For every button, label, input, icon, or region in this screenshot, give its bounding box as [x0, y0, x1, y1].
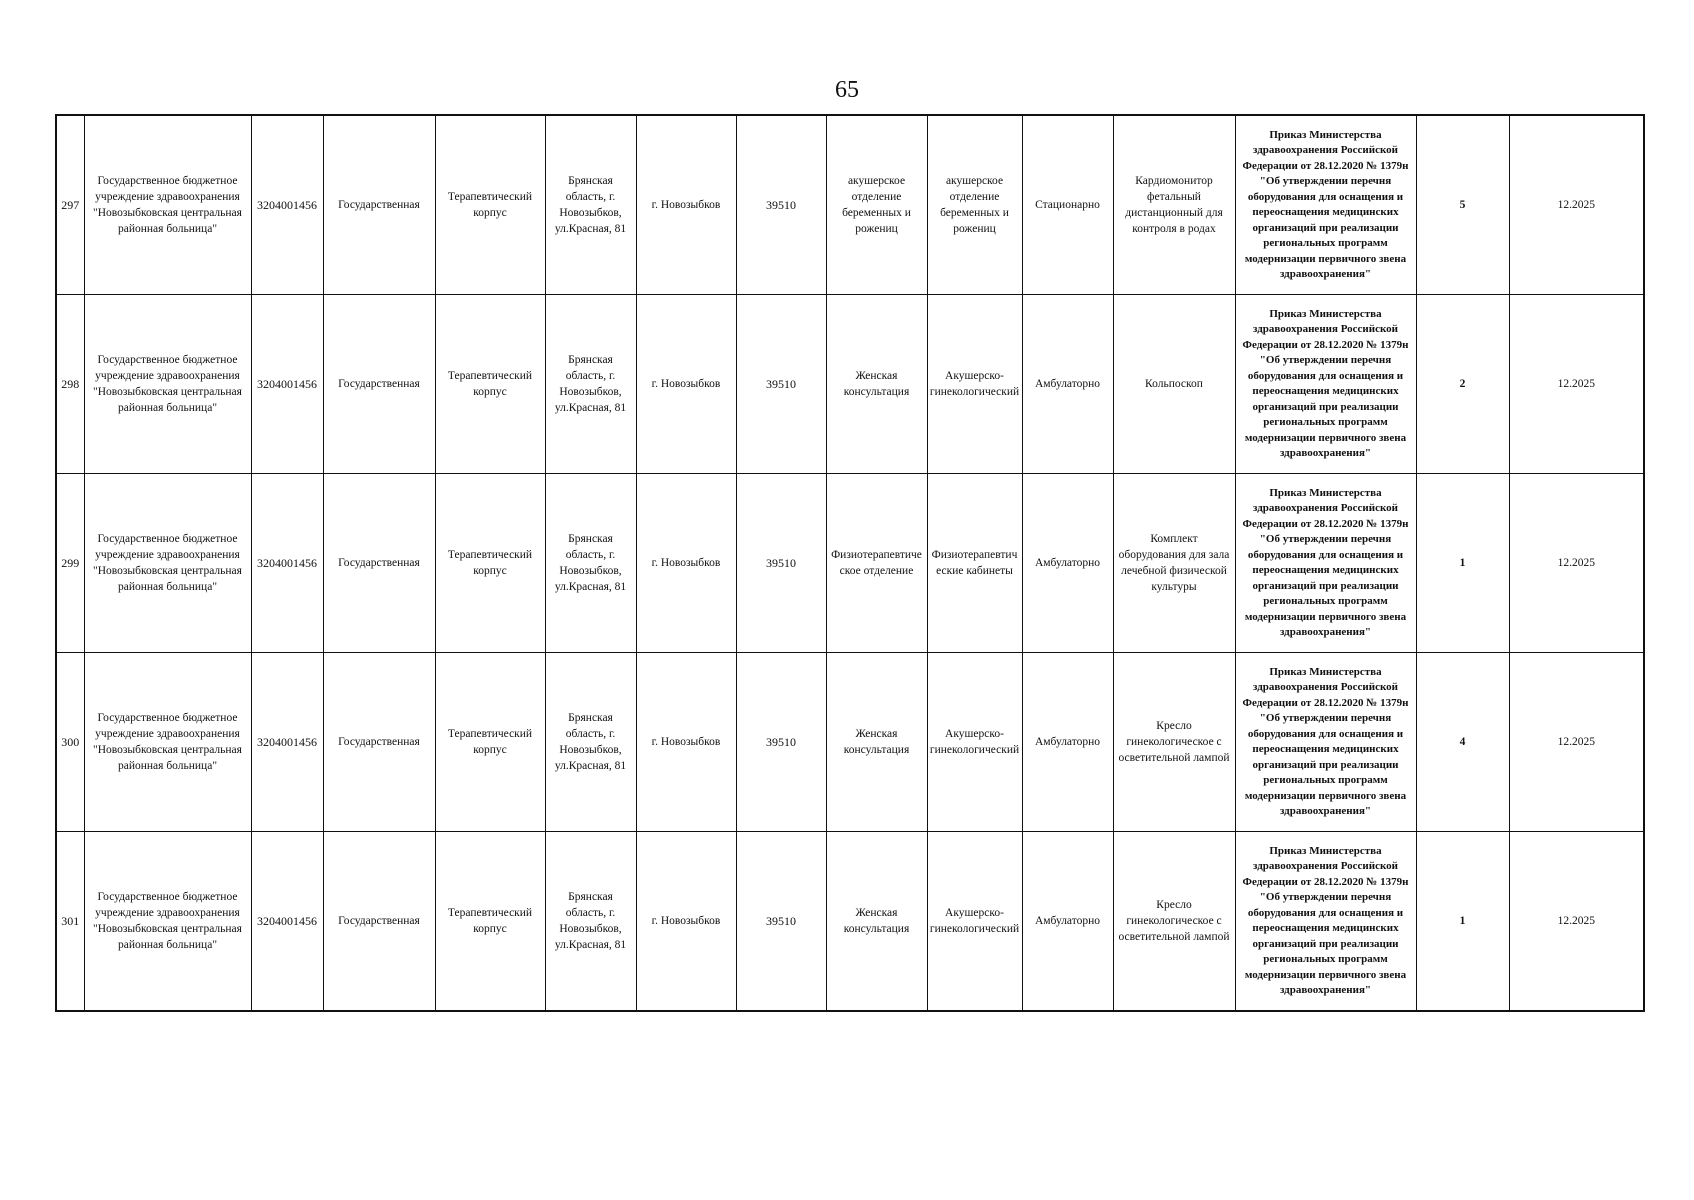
code-cell: 39510: [736, 653, 826, 832]
row-number: 298: [56, 295, 84, 474]
row-number: 297: [56, 115, 84, 295]
unit-cell: Акушерско-гинекологический: [927, 832, 1022, 1012]
equipment-cell: Кардиомонитор фетальный дистанционный для контроля в родах: [1113, 115, 1235, 295]
basis-cell: Приказ Министерства здравоохранения Российской Федерации от 28.12.2020 № 1379н "Об утверждении перечня оборудования для оснащения и переоснащения медицинских организаций при реализации региональных программ модернизации первичного звена здравоохранения": [1235, 115, 1416, 295]
building-cell: Терапевтический корпус: [435, 832, 545, 1012]
basis-cell: Приказ Министерства здравоохранения Российской Федерации от 28.12.2020 № 1379н "Об утверждении перечня оборудования для оснащения и переоснащения медицинских организаций при реализации региональных программ модернизации первичного звена здравоохранения": [1235, 832, 1416, 1012]
unit-cell: Физиотерапевтические кабинеты: [927, 474, 1022, 653]
address-cell: Брянская область, г. Новозыбков, ул.Красная, 81: [545, 832, 636, 1012]
quantity-cell: 4: [1416, 653, 1509, 832]
table-row: [56, 832, 1644, 1012]
page-number: 65: [835, 77, 859, 103]
department-cell: Женская консультация: [826, 653, 927, 832]
quantity-cell: 2: [1416, 295, 1509, 474]
unit-cell: Акушерско-гинекологический: [927, 295, 1022, 474]
care-form-cell: Амбулаторно: [1022, 474, 1113, 653]
care-form-cell: Амбулаторно: [1022, 653, 1113, 832]
department-cell: Женская консультация: [826, 295, 927, 474]
city-cell: г. Новозыбков: [636, 295, 736, 474]
quantity-cell: 1: [1416, 474, 1509, 653]
inn-cell: 3204001456: [251, 832, 323, 1012]
date-cell: 12.2025: [1509, 295, 1644, 474]
equipment-cell: Кольпоскоп: [1113, 295, 1235, 474]
city-cell: г. Новозыбков: [636, 115, 736, 295]
equipment-cell: Кресло гинекологическое с осветительной лампой: [1113, 653, 1235, 832]
date-cell: 12.2025: [1509, 115, 1644, 295]
code-cell: 39510: [736, 474, 826, 653]
equipment-cell: Кресло гинекологическое с осветительной лампой: [1113, 832, 1235, 1012]
organization-cell: Государственное бюджетное учреждение здравоохранения "Новозыбковская центральная районная больница": [84, 115, 251, 295]
unit-cell: акушерское отделение беременных и рожениц: [927, 115, 1022, 295]
code-cell: 39510: [736, 295, 826, 474]
basis-cell: Приказ Министерства здравоохранения Российской Федерации от 28.12.2020 № 1379н "Об утверждении перечня оборудования для оснащения и переоснащения медицинских организаций при реализации региональных программ модернизации первичного звена здравоохранения": [1235, 653, 1416, 832]
ownership-cell: Государственная: [323, 474, 435, 653]
care-form-cell: Амбулаторно: [1022, 295, 1113, 474]
inn-cell: 3204001456: [251, 295, 323, 474]
basis-cell: Приказ Министерства здравоохранения Российской Федерации от 28.12.2020 № 1379н "Об утверждении перечня оборудования для оснащения и переоснащения медицинских организаций при реализации региональных программ модернизации первичного звена здравоохранения": [1235, 295, 1416, 474]
building-cell: Терапевтический корпус: [435, 653, 545, 832]
address-cell: Брянская область, г. Новозыбков, ул.Красная, 81: [545, 474, 636, 653]
inn-cell: 3204001456: [251, 115, 323, 295]
table-row: [56, 115, 1644, 295]
date-cell: 12.2025: [1509, 474, 1644, 653]
ownership-cell: Государственная: [323, 295, 435, 474]
department-cell: Женская консультация: [826, 832, 927, 1012]
department-cell: акушерское отделение беременных и рожениц: [826, 115, 927, 295]
ownership-cell: Государственная: [323, 653, 435, 832]
code-cell: 39510: [736, 832, 826, 1012]
row-number: 301: [56, 832, 84, 1012]
equipment-table: [55, 114, 1645, 1012]
organization-cell: Государственное бюджетное учреждение здравоохранения "Новозыбковская центральная районная больница": [84, 832, 251, 1012]
address-cell: Брянская область, г. Новозыбков, ул.Красная, 81: [545, 115, 636, 295]
table-row: [56, 295, 1644, 474]
code-cell: 39510: [736, 115, 826, 295]
organization-cell: Государственное бюджетное учреждение здравоохранения "Новозыбковская центральная районная больница": [84, 295, 251, 474]
date-cell: 12.2025: [1509, 832, 1644, 1012]
quantity-cell: 5: [1416, 115, 1509, 295]
city-cell: г. Новозыбков: [636, 653, 736, 832]
department-cell: Физиотерапевтическое отделение: [826, 474, 927, 653]
building-cell: Терапевтический корпус: [435, 474, 545, 653]
building-cell: Терапевтический корпус: [435, 115, 545, 295]
care-form-cell: Стационарно: [1022, 115, 1113, 295]
organization-cell: Государственное бюджетное учреждение здравоохранения "Новозыбковская центральная районная больница": [84, 653, 251, 832]
date-cell: 12.2025: [1509, 653, 1644, 832]
ownership-cell: Государственная: [323, 832, 435, 1012]
row-number: 300: [56, 653, 84, 832]
unit-cell: Акушерско-гинекологический: [927, 653, 1022, 832]
address-cell: Брянская область, г. Новозыбков, ул.Красная, 81: [545, 295, 636, 474]
building-cell: Терапевтический корпус: [435, 295, 545, 474]
table-row: [56, 474, 1644, 653]
address-cell: Брянская область, г. Новозыбков, ул.Красная, 81: [545, 653, 636, 832]
table-row: [56, 653, 1644, 832]
ownership-cell: Государственная: [323, 115, 435, 295]
care-form-cell: Амбулаторно: [1022, 832, 1113, 1012]
inn-cell: 3204001456: [251, 653, 323, 832]
inn-cell: 3204001456: [251, 474, 323, 653]
city-cell: г. Новозыбков: [636, 832, 736, 1012]
organization-cell: Государственное бюджетное учреждение здравоохранения "Новозыбковская центральная районная больница": [84, 474, 251, 653]
quantity-cell: 1: [1416, 832, 1509, 1012]
row-number: 299: [56, 474, 84, 653]
basis-cell: Приказ Министерства здравоохранения Российской Федерации от 28.12.2020 № 1379н "Об утверждении перечня оборудования для оснащения и переоснащения медицинских организаций при реализации региональных программ модернизации первичного звена здравоохранения": [1235, 474, 1416, 653]
city-cell: г. Новозыбков: [636, 474, 736, 653]
equipment-cell: Комплект оборудования для зала лечебной физической культуры: [1113, 474, 1235, 653]
